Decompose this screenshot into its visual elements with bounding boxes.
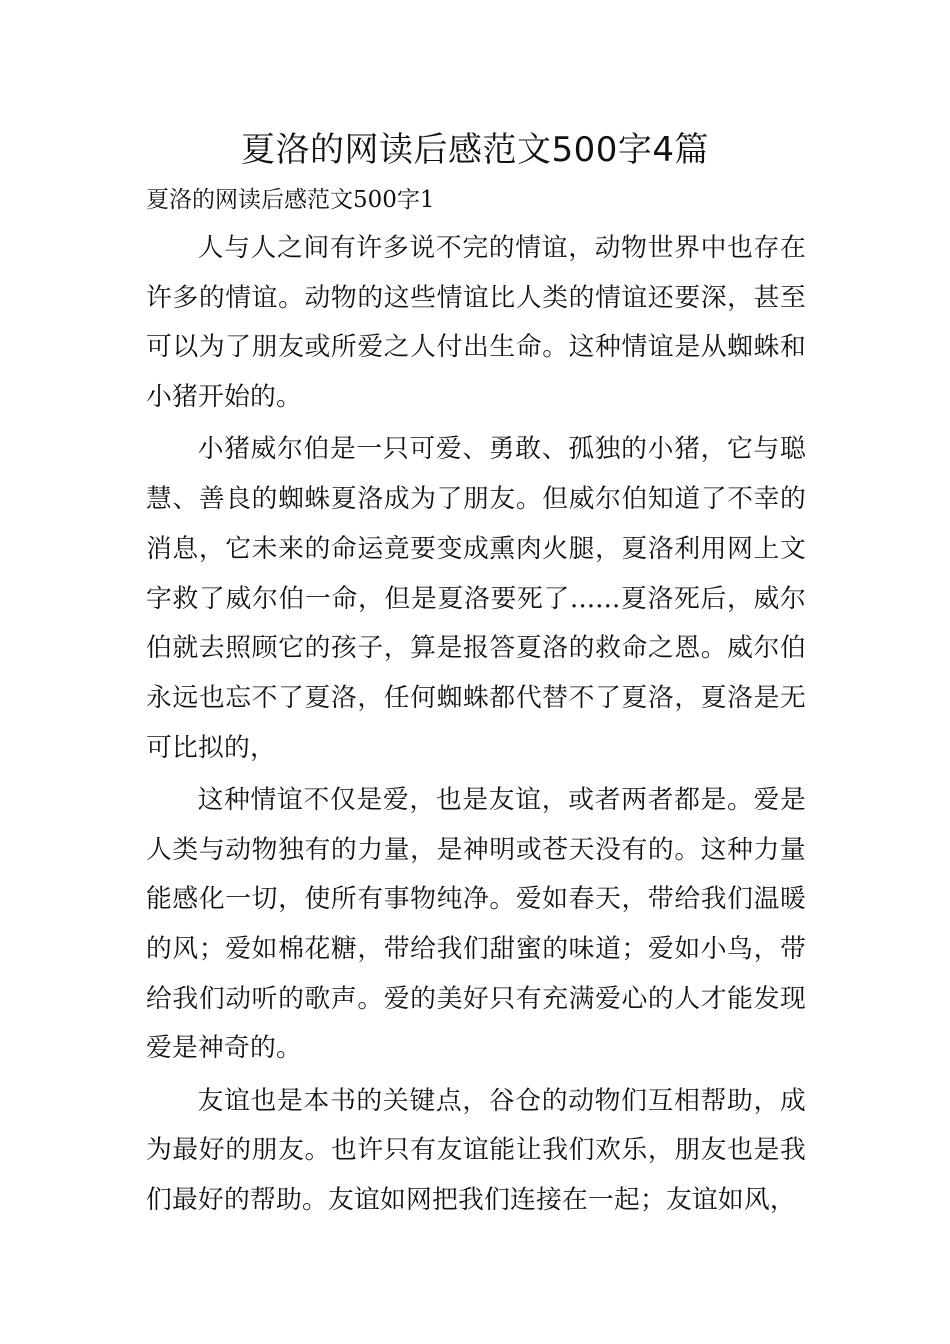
section-heading: 夏洛的网读后感范文500字1 (146, 187, 435, 213)
paragraph: 友谊也是本书的关键点，谷仓的动物们互相帮助，成为最好的朋友。也许只有友谊能让我们欢乐，朋友也是我们最好的帮助。友谊如网把我们连接在一起；友谊如风， (146, 1085, 806, 1216)
paragraph: 小猪威尔伯是一只可爱、勇敢、孤独的小猪，它与聪慧、善良的蜘蛛夏洛成为了朋友。但威尔伯知道了不幸的消息，它未来的命运竟要变成熏肉火腿，夏洛利用网上文字救了威尔伯一命，但是夏洛要死了......夏洛死后，威尔伯就去照顾它的孩子，算是报答夏洛的救命之恩。威尔伯永远也忘不了夏洛，任何蜘蛛都代替不了夏洛，夏洛是无可比拟的， (146, 434, 806, 763)
document-title: 夏洛的网读后感范文500字4篇 (240, 130, 710, 170)
paragraph: 人与人之间有许多说不完的情谊，动物世界中也存在许多的情谊。动物的这些情谊比人类的情谊还要深，甚至可以为了朋友或所爱之人付出生命。这种情谊是从蜘蛛和小猪开始的。 (146, 233, 806, 413)
paragraph: 这种情谊不仅是爱，也是友谊，或者两者都是。爱是人类与动物独有的力量，是神明或苍天没有的。这种力量能感化一切，使所有事物纯净。爱如春天，带给我们温暖的风；爱如棉花糖，带给我们甜蜜的味道；爱如小鸟，带给我们动听的歌声。爱的美好只有充满爱心的人才能发现爱是神奇的。 (146, 784, 806, 1064)
document-body (146, 224, 806, 1228)
